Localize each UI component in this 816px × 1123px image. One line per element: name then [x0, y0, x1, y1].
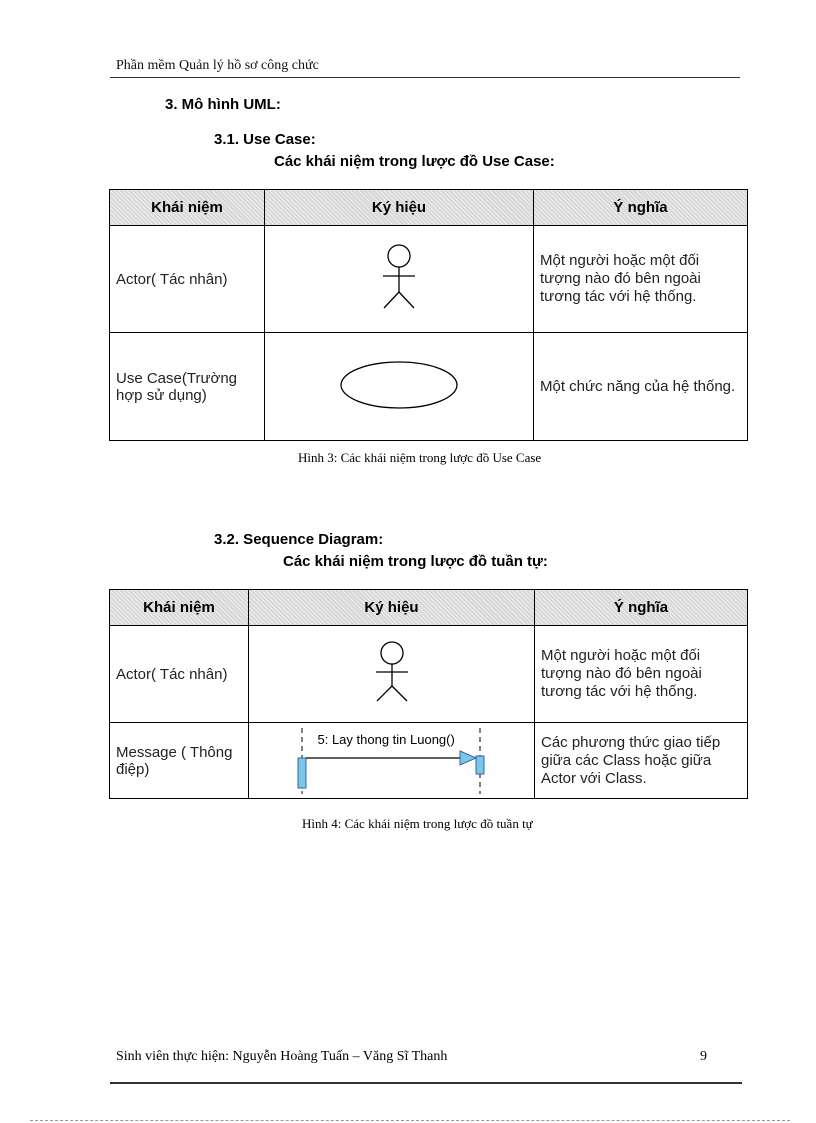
- column-header: Ký hiệu: [249, 590, 535, 626]
- page-number: 9: [700, 1049, 707, 1064]
- use-case-ellipse-icon: [338, 359, 460, 411]
- column-header: Khái niệm: [110, 190, 265, 226]
- figure-4-caption: Hình 4: Các khái niệm trong lược đồ tuần tự: [302, 816, 533, 831]
- concept-name: Actor( Tác nhân): [110, 226, 265, 333]
- concept-name: Message ( Thông điệp): [110, 723, 249, 799]
- concept-symbol: [265, 333, 534, 441]
- concept-meaning: Một chức năng của hệ thống.: [534, 333, 748, 441]
- concept-name: Actor( Tác nhân): [110, 626, 249, 723]
- header-divider: [110, 77, 740, 78]
- sequence-subheading: Các khái niệm trong lược đồ tuần tự:: [283, 553, 548, 570]
- table-row: [110, 226, 748, 333]
- message-icon: [292, 728, 492, 794]
- page-header-title: Phần mềm Quản lý hồ sơ công chức: [116, 58, 319, 73]
- message-label: 5: Lay thong tin Luong(): [317, 731, 455, 747]
- footer-divider: [110, 1082, 742, 1084]
- figure-3-caption: Hình 3: Các khái niệm trong lược đồ Use Case: [298, 450, 542, 465]
- use-case-concepts-table: [109, 189, 748, 441]
- concept-symbol: [249, 723, 535, 799]
- table-header-row: [110, 590, 748, 626]
- table-row: [110, 333, 748, 441]
- sequence-heading: 3.2. Sequence Diagram:: [214, 531, 384, 548]
- table-row: [110, 626, 748, 723]
- section-heading: 3. Mô hình UML:: [165, 96, 281, 113]
- column-header: Khái niệm: [110, 590, 249, 626]
- concept-meaning: Một người hoặc một đối tượng nào đó bên ngoài tương tác với hệ thống.: [534, 226, 748, 333]
- actor-icon: [379, 242, 419, 312]
- page-bottom-dashed-line: [30, 1120, 790, 1121]
- concept-name: Use Case(Trường hợp sử dụng): [110, 333, 265, 441]
- concept-symbol: [249, 626, 535, 723]
- column-header: Ký hiệu: [265, 190, 534, 226]
- footer-author: Sinh viên thực hiện: Nguyễn Hoàng Tuấn – Văng Sĩ Thanh: [116, 1049, 448, 1064]
- concept-symbol: [265, 226, 534, 333]
- concept-meaning: Các phương thức giao tiếp giữa các Class hoặc giữa Actor với Class.: [535, 723, 748, 799]
- concept-meaning: Một người hoặc một đối tượng nào đó bên ngoài tương tác với hệ thống.: [535, 626, 748, 723]
- column-header: Ý nghĩa: [534, 190, 748, 226]
- use-case-subheading: Các khái niệm trong lược đồ Use Case:: [274, 153, 555, 170]
- column-header: Ý nghĩa: [535, 590, 748, 626]
- table-row: [110, 723, 748, 799]
- sequence-concepts-table: [109, 589, 748, 799]
- table-header-row: [110, 190, 748, 226]
- actor-icon: [372, 640, 412, 704]
- use-case-heading: 3.1. Use Case:: [214, 131, 316, 148]
